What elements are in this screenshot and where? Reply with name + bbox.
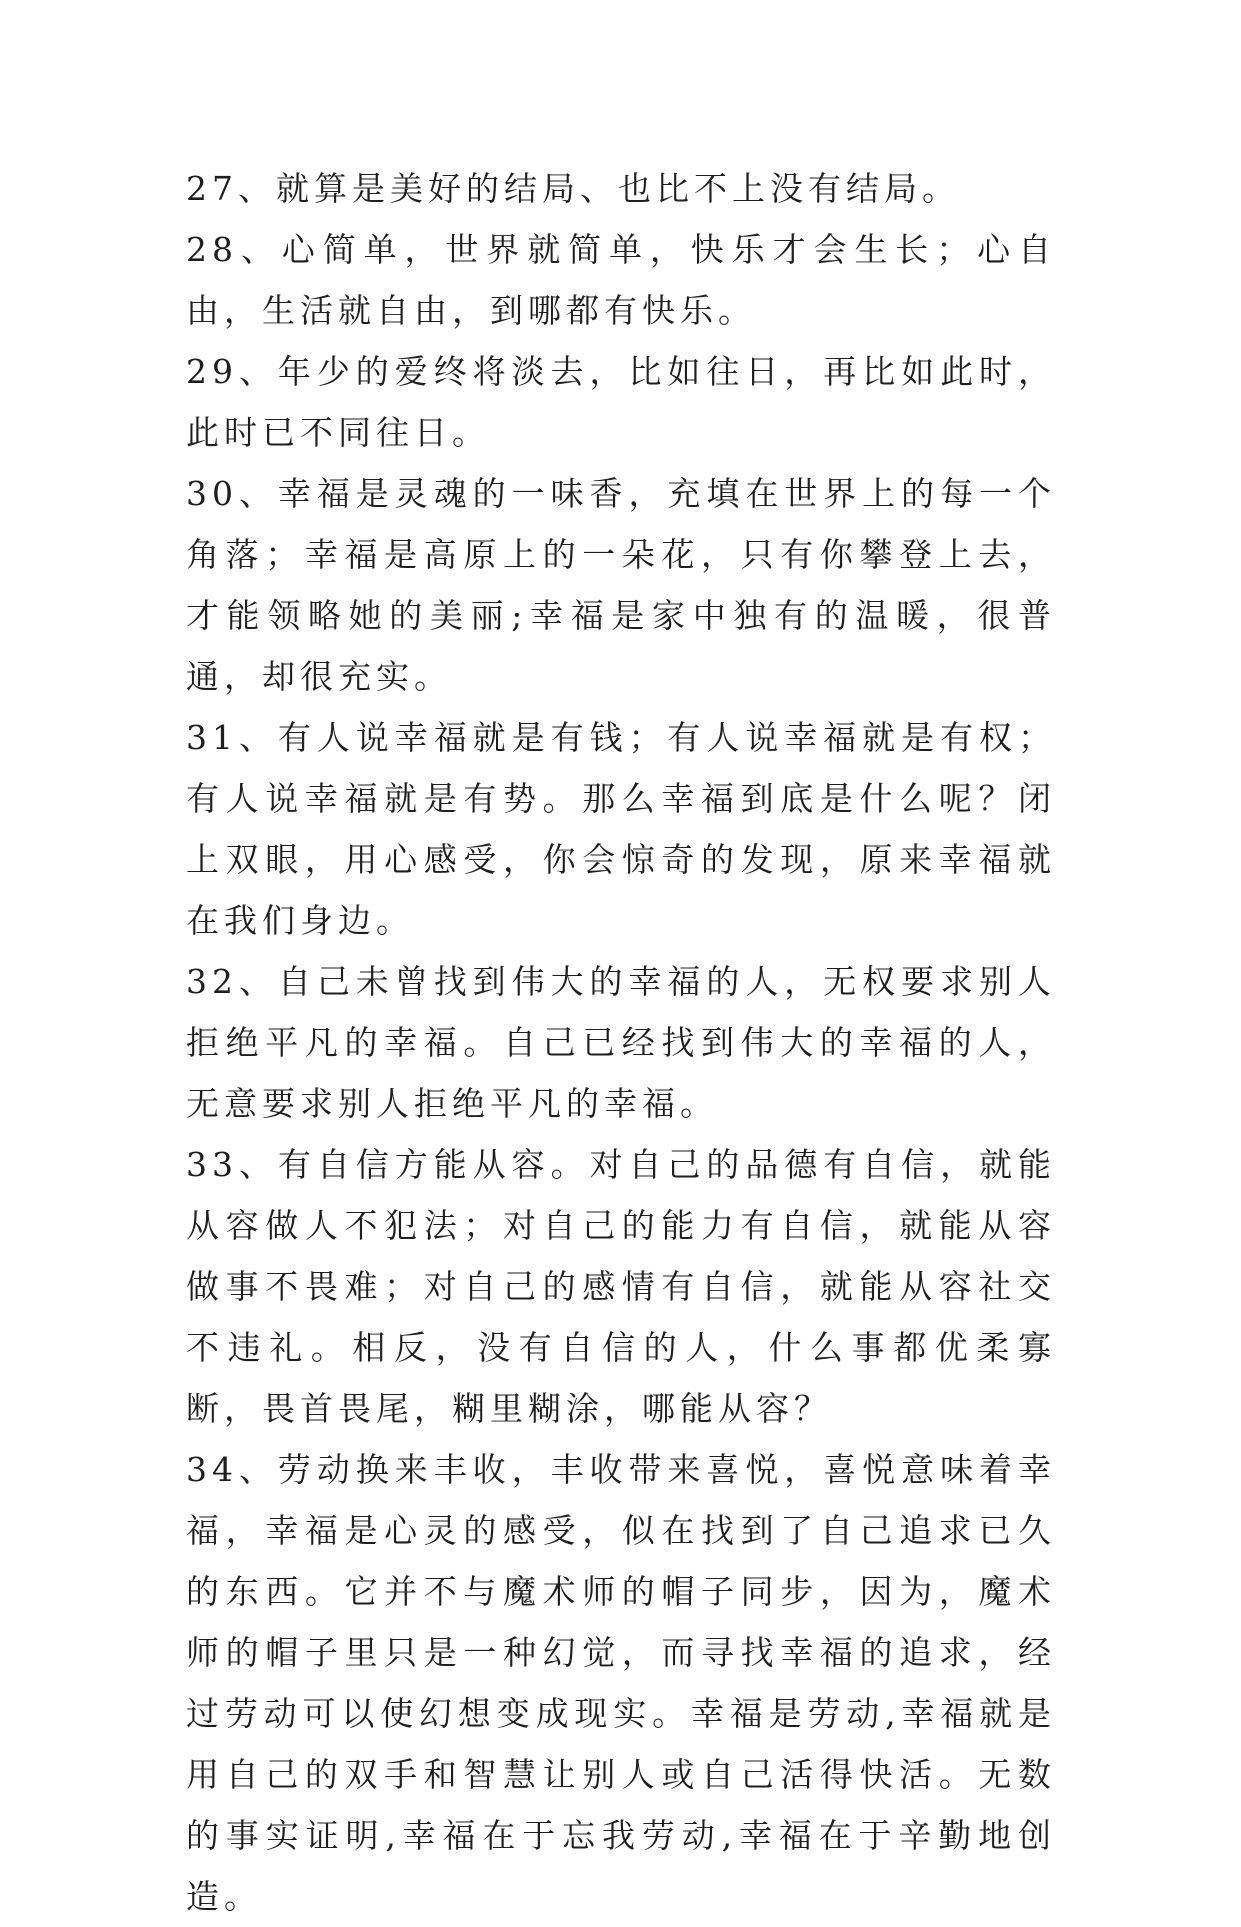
quote-paragraph-27: 27、就算是美好的结局、也比不上没有结局。 <box>186 169 960 208</box>
quote-paragraph-34: 34、劳动换来丰收，丰收带来喜悦，喜悦意味着幸福，幸福是心灵的感受，似在找到了自己追求已久的东西。它并不与魔术师的帽子同步，因为，魔术师的帽子里只是一种幻觉，而寻找幸福的追求，经过劳动可以使幻想变成现实。幸福是劳动,幸福就是用自己的双手和智慧让别人或自己活得快活。无数的事实证明,幸福在于忘我劳动,幸福在于辛勤地创造。 <box>186 1450 1056 1916</box>
quote-paragraph-29: 29、年少的爱终将淡去，比如往日，再比如此时，此时已不同往日。 <box>186 352 1056 452</box>
quote-paragraph-30: 30、幸福是灵魂的一味香，充填在世界上的每一个角落；幸福是高原上的一朵花，只有你攀登上去，才能领略她的美丽;幸福是家中独有的温暖，很普通，却很充实。 <box>186 474 1056 696</box>
quote-paragraph-33: 33、有自信方能从容。对自己的品德有自信，就能从容做人不犯法；对自己的能力有自信，就能从容做事不畏难；对自己的感情有自信，就能从容社交不违礼。相反，没有自信的人，什么事都优柔寡断，畏首畏尾，糊里糊涂，哪能从容？ <box>186 1145 1056 1428</box>
document-body <box>186 158 1056 1927</box>
quote-paragraph-32: 32、自己未曾找到伟大的幸福的人，无权要求别人拒绝平凡的幸福。自己已经找到伟大的幸福的人，无意要求别人拒绝平凡的幸福。 <box>186 962 1056 1123</box>
quote-paragraph-28: 28、心简单，世界就简单，快乐才会生长；心自由，生活就自由，到哪都有快乐。 <box>186 230 1056 330</box>
quote-paragraph-31: 31、有人说幸福就是有钱；有人说幸福就是有权；有人说幸福就是有势。那么幸福到底是什么呢？闭上双眼，用心感受，你会惊奇的发现，原来幸福就在我们身边。 <box>186 718 1056 940</box>
